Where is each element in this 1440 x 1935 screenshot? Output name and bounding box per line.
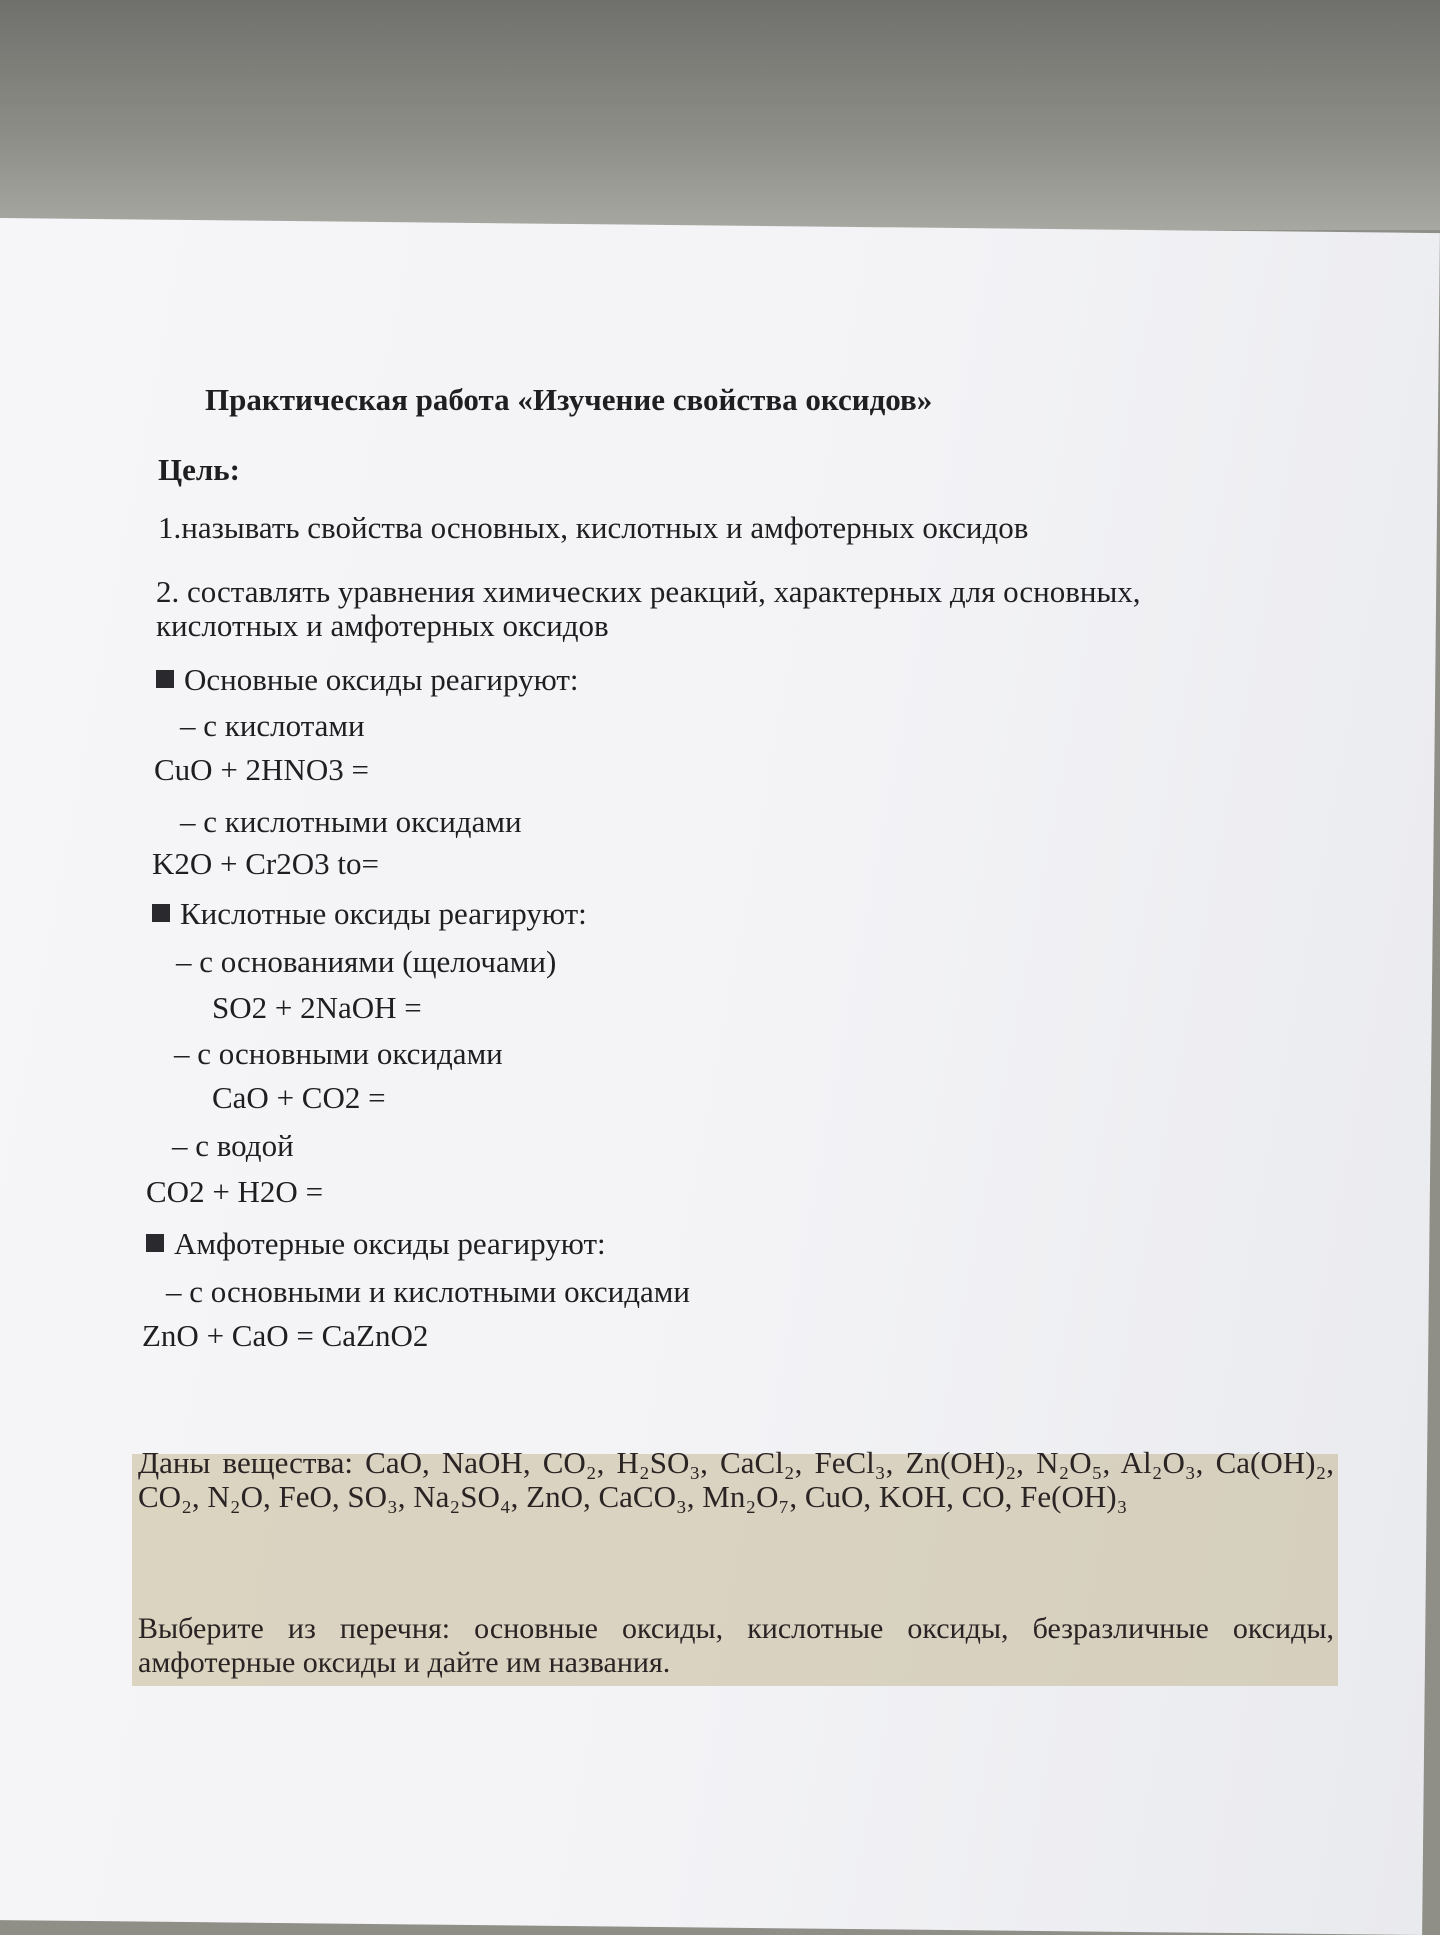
page-title: Практическая работа «Изучение свойства оксидов»	[205, 382, 933, 417]
equation-cuo-hno3: CuO + 2HNO3 =	[154, 752, 369, 787]
amphoteric-oxides-heading	[146, 1226, 606, 1262]
equation-k2o-cr2o3: K2O + Cr2O3 to=	[152, 846, 379, 881]
task-substances: Даны вещества: CaO, NaOH, CO₂, H₂SO₃, CaCl₂, FeCl₃, Zn(OH)₂, N₂O₅, Al₂O₃, Ca(OH)₂, CO₂, N₂O, FeO, SO₃, Na₂SO₄, ZnO, CaCO₃, Mn₂O₇, CuO, KOH, CO, Fe(OH)₃	[138, 1445, 1334, 1514]
goal-heading: Цель:	[158, 452, 240, 487]
square-bullet-icon	[156, 670, 174, 688]
acidic-oxides-heading	[152, 896, 587, 932]
amphoteric-oxides-heading-text: Амфотерные оксиды реагируют:	[174, 1226, 606, 1261]
goal-item-2-line-1: 2. составлять уравнения химических реакций, характерных для основных,	[156, 574, 1141, 609]
square-bullet-icon	[146, 1234, 164, 1252]
basic-with-acid-oxides: – с кислотными оксидами	[180, 804, 522, 839]
basic-oxides-heading-text: Основные оксиды реагируют:	[184, 662, 579, 697]
equation-cao-co2: CaO + CO2 =	[212, 1080, 386, 1115]
square-bullet-icon	[152, 904, 170, 922]
amphoteric-with-oxides: – с основными и кислотными оксидами	[166, 1274, 691, 1309]
equation-zno-cao: ZnO + CaO = CaZnO2	[142, 1318, 429, 1353]
acidic-oxides-heading-text: Кислотные оксиды реагируют:	[180, 896, 587, 931]
task-instruction: Выберите из перечня: основные оксиды, кислотные оксиды, безразличные оксиды, амфотерные оксиды и дайте им названия.	[138, 1612, 1334, 1679]
goal-item-1: 1.называть свойства основных, кислотных и амфотерных оксидов	[158, 510, 1029, 545]
basic-oxides-heading	[156, 662, 579, 698]
acidic-with-water: – с водой	[172, 1128, 294, 1163]
equation-co2-h2o: CO2 + H2O =	[146, 1174, 324, 1209]
acidic-with-basic-oxides: – с основными оксидами	[174, 1036, 503, 1071]
goal-item-2-line-2: кислотных и амфотерных оксидов	[156, 608, 609, 643]
basic-with-acids: – с кислотами	[180, 708, 365, 743]
equation-so2-naoh: SO2 + 2NaOH =	[212, 990, 422, 1025]
acidic-with-bases: – с основаниями (щелочами)	[176, 944, 557, 979]
